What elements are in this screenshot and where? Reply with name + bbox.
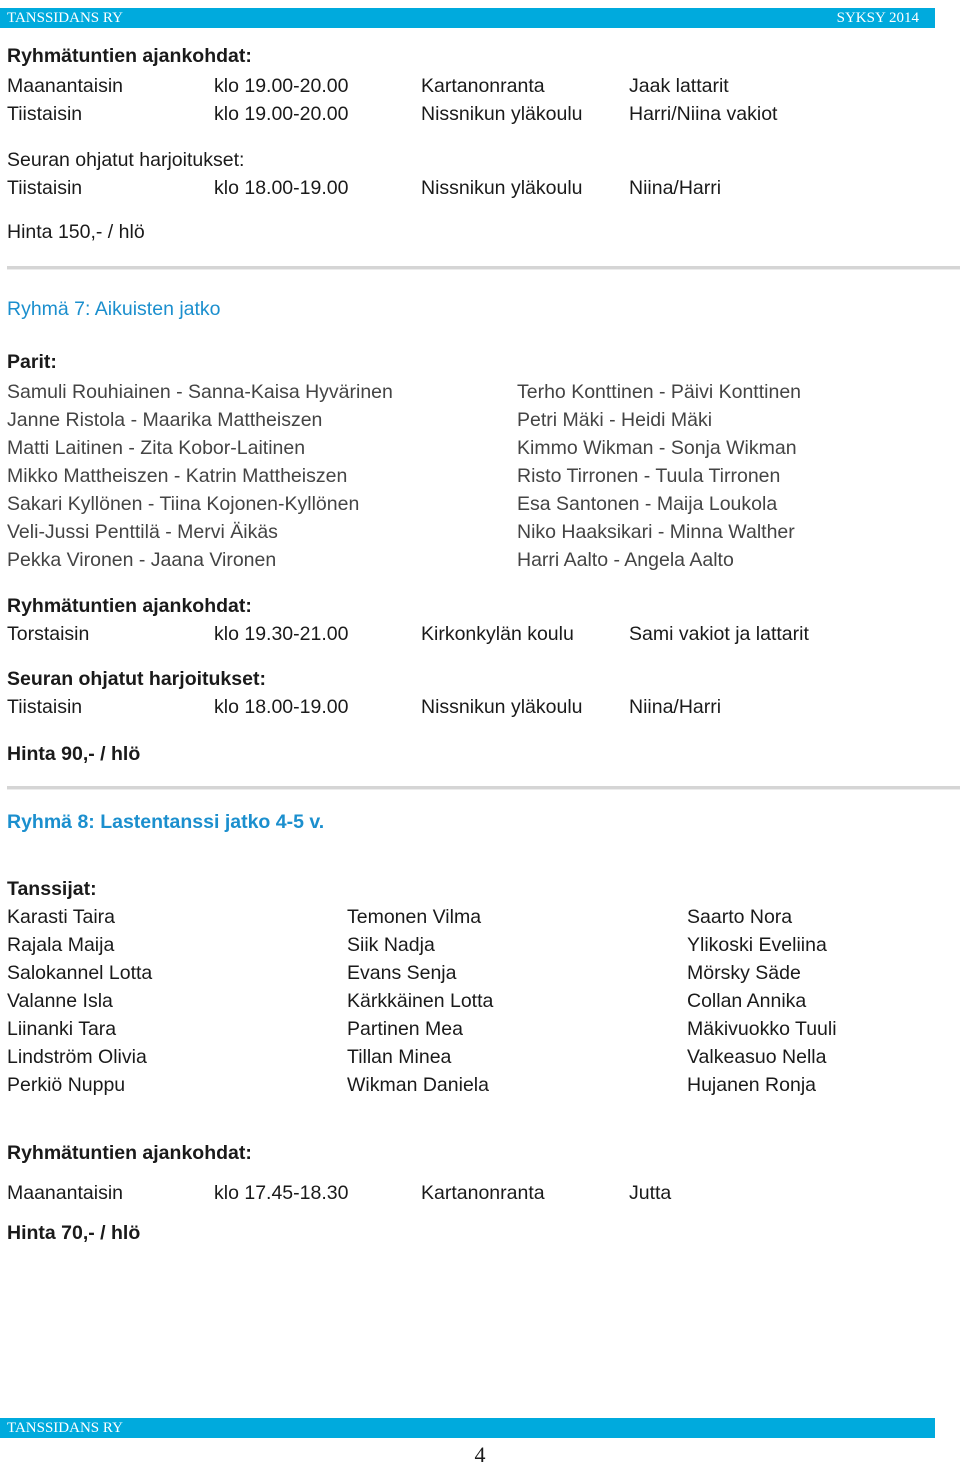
- g7-price: Hinta 90,- / hlö: [7, 743, 141, 765]
- section-divider: [7, 786, 960, 790]
- header-org: TANSSIDANS RY: [7, 10, 123, 26]
- g7-pair-right-1: Terho Konttinen - Päivi Konttinen: [517, 381, 802, 403]
- g6-sched-row2-day: Tiistaisin: [7, 103, 83, 125]
- g7-practice-time: klo 18.00-19.00: [214, 696, 349, 718]
- g6-practice-day: Tiistaisin: [7, 177, 83, 199]
- g8-sched-place: Kartanonranta: [421, 1182, 545, 1204]
- header-bar: [0, 8, 935, 28]
- g8-dancer-c1-7: Perkiö Nuppu: [7, 1074, 126, 1096]
- g6-practice-time: klo 18.00-19.00: [214, 177, 349, 199]
- g8-dancer-c3-5: Mäkivuokko Tuuli: [687, 1018, 837, 1040]
- g8-dancer-c1-1: Karasti Taira: [7, 906, 116, 928]
- g8-dancer-c2-6: Tillan Minea: [347, 1046, 452, 1068]
- g6-sched-row2-teacher: Harri/Niina vakiot: [629, 103, 778, 125]
- g8-dancer-c2-7: Wikman Daniela: [347, 1074, 489, 1096]
- g8-dancer-c2-2: Siik Nadja: [347, 934, 435, 956]
- g7-pair-right-4: Risto Tirronen - Tuula Tirronen: [517, 465, 781, 487]
- g6-sched-row1-time: klo 19.00-20.00: [214, 75, 349, 97]
- g8-dancer-c1-5: Liinanki Tara: [7, 1018, 117, 1040]
- g7-pair-right-6: Niko Haaksikari - Minna Walther: [517, 521, 795, 543]
- g8-schedule-title: Ryhmätuntien ajankohdat:: [7, 1142, 252, 1164]
- g7-pair-right-5: Esa Santonen - Maija Loukola: [517, 493, 778, 515]
- footer-org: TANSSIDANS RY: [7, 1420, 123, 1436]
- g8-dancer-c2-5: Partinen Mea: [347, 1018, 463, 1040]
- g8-dancer-c2-4: Kärkkäinen Lotta: [347, 990, 494, 1012]
- page-number: 4: [474, 1442, 486, 1467]
- g7-practice-teacher: Niina/Harri: [629, 696, 722, 718]
- g7-pair-left-6: Veli-Jussi Penttilä - Mervi Äikäs: [7, 521, 278, 543]
- g8-dancer-c1-4: Valanne Isla: [7, 990, 113, 1012]
- g7-schedule-title: Ryhmätuntien ajankohdat:: [7, 595, 252, 617]
- g7-pair-left-7: Pekka Vironen - Jaana Vironen: [7, 549, 277, 571]
- g7-pair-left-5: Sakari Kyllönen - Tiina Kojonen-Kyllönen: [7, 493, 360, 515]
- g7-practice-place: Nissnikun yläkoulu: [421, 696, 583, 718]
- footer-bar: [0, 1418, 935, 1438]
- g7-pair-right-7: Harri Aalto - Angela Aalto: [517, 549, 734, 571]
- g8-price: Hinta 70,- / hlö: [7, 1222, 141, 1244]
- g8-dancer-c3-4: Collan Annika: [687, 990, 807, 1012]
- g7-pair-left-1: Samuli Rouhiainen - Sanna-Kaisa Hyvärinen: [7, 381, 393, 403]
- g6-sched-row1-place: Kartanonranta: [421, 75, 545, 97]
- g7-practice-day: Tiistaisin: [7, 696, 83, 718]
- g8-sched-day: Maanantaisin: [7, 1182, 123, 1204]
- g7-practice-title: Seuran ohjatut harjoitukset:: [7, 668, 266, 690]
- header-season: SYKSY 2014: [836, 10, 919, 26]
- g7-sched-day: Torstaisin: [7, 623, 90, 645]
- g7-sched-time: klo 19.30-21.00: [214, 623, 349, 645]
- g6-sched-row1-day: Maanantaisin: [7, 75, 123, 97]
- g8-dancer-c3-2: Ylikoski Eveliina: [687, 934, 827, 956]
- g7-pair-left-4: Mikko Mattheiszen - Katrin Mattheiszen: [7, 465, 348, 487]
- g6-price: Hinta 150,- / hlö: [7, 221, 145, 243]
- g7-pair-right-2: Petri Mäki - Heidi Mäki: [517, 409, 713, 431]
- g8-sched-time: klo 17.45-18.30: [214, 1182, 349, 1204]
- g8-dancer-c2-3: Evans Senja: [347, 962, 457, 984]
- g8-dancer-c1-6: Lindström Olivia: [7, 1046, 147, 1068]
- g6-schedule-title: Ryhmätuntien ajankohdat:: [7, 45, 252, 67]
- g8-dancers-title: Tanssijat:: [7, 878, 97, 900]
- g7-title: Ryhmä 7: Aikuisten jatko: [7, 298, 221, 320]
- g7-pair-right-3: Kimmo Wikman - Sonja Wikman: [517, 437, 797, 459]
- g7-pair-left-3: Matti Laitinen - Zita Kobor-Laitinen: [7, 437, 306, 459]
- g8-dancer-c3-6: Valkeasuo Nella: [687, 1046, 827, 1068]
- g8-dancer-c3-3: Mörsky Säde: [687, 962, 801, 984]
- g8-dancer-c3-1: Saarto Nora: [687, 906, 793, 928]
- g7-sched-teacher: Sami vakiot ja lattarit: [629, 623, 809, 645]
- section-divider: [7, 266, 960, 270]
- g6-practice-title: Seuran ohjatut harjoitukset:: [7, 149, 245, 171]
- g8-title: Ryhmä 8: Lastentanssi jatko 4-5 v.: [7, 811, 325, 833]
- g8-dancer-c1-3: Salokannel Lotta: [7, 962, 153, 984]
- g6-practice-teacher: Niina/Harri: [629, 177, 722, 199]
- g7-pairs-title: Parit:: [7, 351, 57, 373]
- g6-sched-row2-time: klo 19.00-20.00: [214, 103, 349, 125]
- g6-practice-place: Nissnikun yläkoulu: [421, 177, 583, 199]
- g7-pair-left-2: Janne Ristola - Maarika Mattheiszen: [7, 409, 323, 431]
- g8-dancer-c3-7: Hujanen Ronja: [687, 1074, 817, 1096]
- g6-sched-row2-place: Nissnikun yläkoulu: [421, 103, 583, 125]
- g8-sched-teacher: Jutta: [629, 1182, 672, 1204]
- g6-sched-row1-teacher: Jaak lattarit: [629, 75, 729, 97]
- g7-sched-place: Kirkonkylän koulu: [421, 623, 574, 645]
- g8-dancer-c1-2: Rajala Maija: [7, 934, 115, 956]
- g8-dancer-c2-1: Temonen Vilma: [347, 906, 482, 928]
